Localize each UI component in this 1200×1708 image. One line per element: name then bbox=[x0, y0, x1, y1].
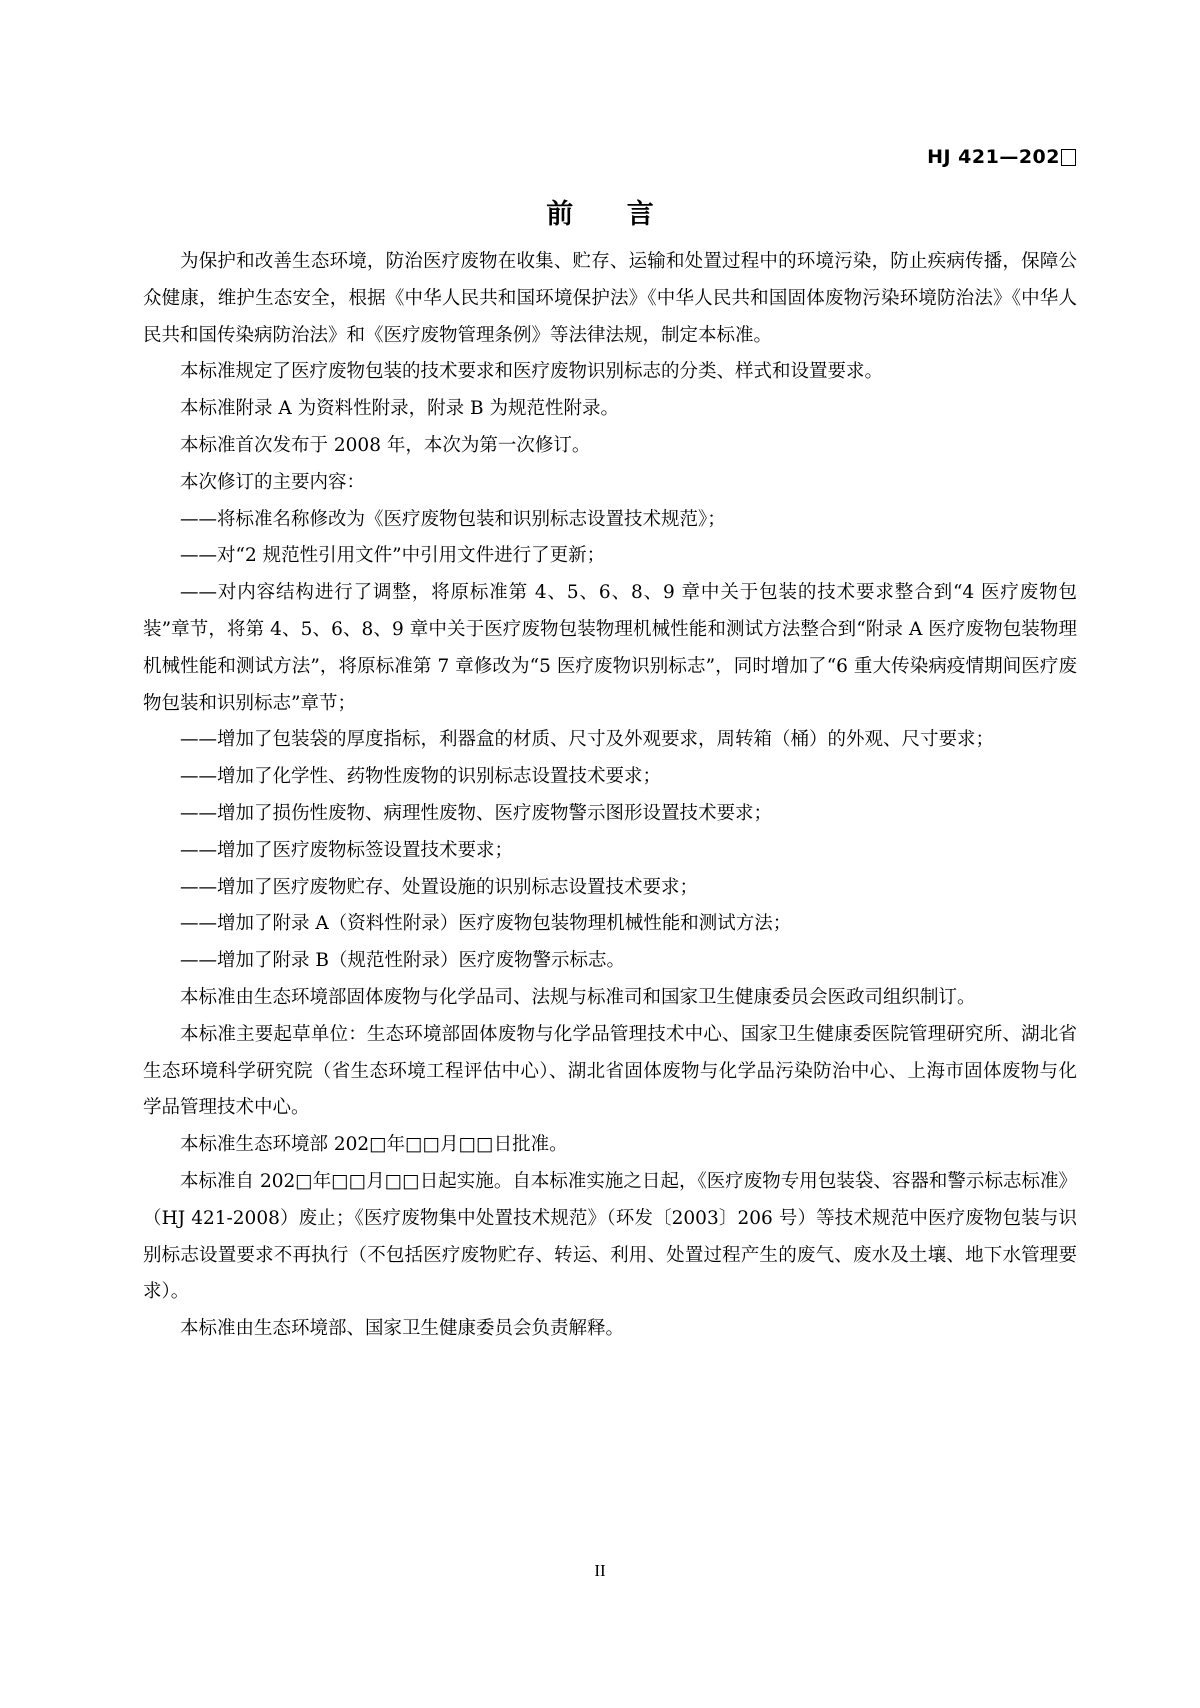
foreword-body bbox=[143, 244, 1077, 1348]
paragraph-organizer: 本标准由生态环境部固体废物与化学品司、法规与标准司和国家卫生健康委员会医政司组织制订。 bbox=[180, 986, 976, 1008]
revision-item: ——增加了附录 B（规范性附录）医疗废物警示标志。 bbox=[180, 950, 625, 972]
revision-item: ——对“2 规范性引用文件”中引用文件进行了更新； bbox=[180, 545, 606, 567]
revision-item: ——增加了损伤性废物、病理性废物、医疗废物警示图形设置技术要求； bbox=[180, 802, 773, 824]
paragraph-scope: 本标准规定了医疗废物包装的技术要求和医疗废物识别标志的分类、样式和设置要求。 bbox=[180, 361, 884, 383]
revision-item: ——增加了医疗废物贮存、处置设施的识别标志设置技术要求； bbox=[180, 876, 699, 898]
paragraph-purpose: 为保护和改善生态环境，防治医疗废物在收集、贮存、运输和处置过程中的环境污染，防止疾病传播，保障公众健康，维护生态安全，根据《中华人民共和国环境保护法》《中华人民共和国固体废物污染环境防治法》《中华人民共和国传染病防治法》和《医疗废物管理条例》等法律法规，制定本标准。 bbox=[143, 251, 1077, 346]
revision-item: ——增加了包装袋的厚度指标，利器盒的材质、尺寸及外观要求，周转箱（桶）的外观、尺寸要求； bbox=[180, 729, 995, 751]
revision-item: ——增加了附录 A（资料性附录）医疗废物包装物理机械性能和测试方法； bbox=[180, 913, 792, 935]
placeholder-box-icon bbox=[1061, 149, 1076, 166]
paragraph-interpretation: 本标准由生态环境部、国家卫生健康委员会负责解释。 bbox=[180, 1318, 625, 1340]
revision-item: ——对内容结构进行了调整，将原标准第 4、5、6、8、9 章中关于包装的技术要求整合到“4 医疗废物包装”章节，将第 4、5、6、8、9 章中关于医疗废物包装物理机械性能和测试方法整合到“附录 A 医疗废物包装物理机械性能和测试方法”，将原标准第 7 章修改为“5 医疗废物识别标志”，同时增加了“6 重大传染病疫情期间医疗废物包装和识别标志”章节； bbox=[143, 582, 1077, 714]
paragraph-implementation: 本标准自 202□年□□月□□日起实施。自本标准实施之日起，《医疗废物专用包装袋、容器和警示标志标准》（HJ 421-2008）废止；《医疗废物集中处置技术规范》（环发〔2003〕206 号）等技术规范中医疗废物包装与识别标志设置要求不再执行（不包括医疗废物贮存、转运、利用、处置过程产生的废气、废水及土壤、地下水管理要求）。 bbox=[143, 1170, 1077, 1303]
paragraph-drafters: 本标准主要起草单位：生态环境部固体废物与化学品管理技术中心、国家卫生健康委医院管理研究所、湖北省生态环境科学研究院（省生态环境工程评估中心）、湖北省固体废物与化学品污染防治中心、上海市固体废物与化学品管理技术中心。 bbox=[143, 1023, 1077, 1119]
page-number: II bbox=[594, 1561, 606, 1580]
paragraph-history: 本标准首次发布于 2008 年，本次为第一次修订。 bbox=[180, 434, 591, 456]
revision-item: ——增加了化学性、药物性废物的识别标志设置技术要求； bbox=[180, 766, 662, 788]
standard-code bbox=[927, 146, 1076, 168]
revision-item: ——将标准名称修改为《医疗废物包装和识别标志设置技术规范》； bbox=[180, 508, 726, 530]
paragraph-approval: 本标准生态环境部 202□年□□月□□日批准。 bbox=[180, 1134, 568, 1156]
paragraph-revision-intro: 本次修订的主要内容： bbox=[180, 471, 366, 493]
revision-item: ——增加了医疗废物标签设置技术要求； bbox=[180, 839, 514, 861]
paragraph-appendix: 本标准附录 A 为资料性附录，附录 B 为规范性附录。 bbox=[180, 398, 619, 420]
standard-code-text: HJ 421—202 bbox=[927, 146, 1060, 168]
page-title: 前 言 bbox=[546, 199, 676, 230]
